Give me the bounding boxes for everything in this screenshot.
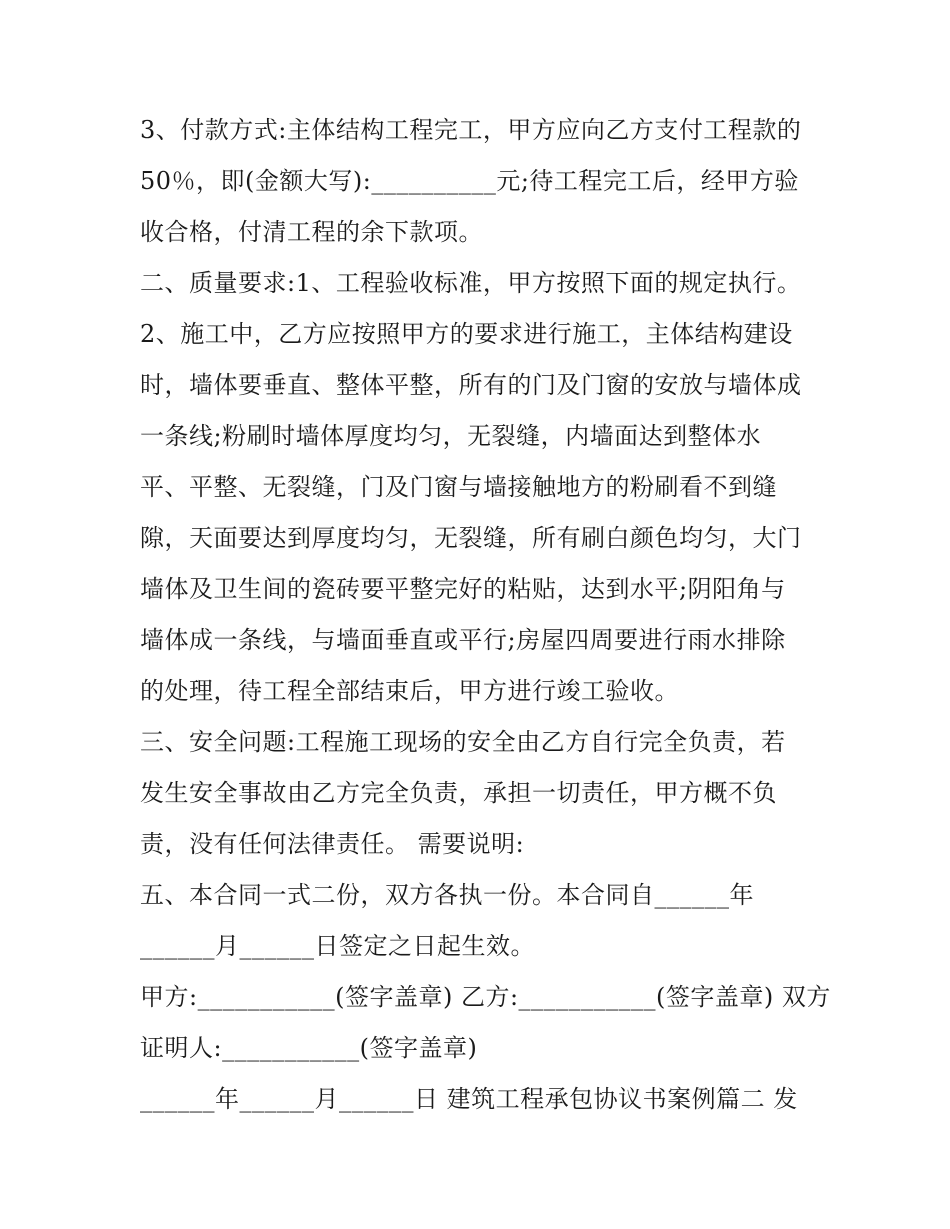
text-line: 证明人:___________(签字盖章) <box>140 1034 478 1062</box>
text-line: 责，没有任何法律责任。 需要说明: <box>140 830 525 858</box>
text-line: 的处理，待工程全部结束后，甲方进行竣工验收。 <box>140 677 679 705</box>
text-line: 平、平整、无裂缝，门及门窗与墙接触地方的粉刷看不到缝 <box>140 473 777 501</box>
text-line: 收合格，付清工程的余下款项。 <box>140 218 483 246</box>
text-line: 墙体及卫生间的瓷砖要平整完好的粘贴，达到水平;阴阳角与 <box>140 575 786 603</box>
text-line: 墙体成一条线，与墙面垂直或平行;房屋四周要进行雨水排除 <box>140 626 786 654</box>
text-line: 二、质量要求:1、工程验收标准，甲方按照下面的规定执行。 <box>140 269 802 297</box>
text-line: ______月______日签定之日起生效。 <box>140 932 535 960</box>
text-line: 发生安全事故由乙方完全负责，承担一切责任，甲方概不负 <box>140 779 777 807</box>
text-line: 五、本合同一式二份，双方各执一份。本合同自______年 <box>140 881 754 909</box>
text-line: 2、施工中，乙方应按照甲方的要求进行施工，主体结构建设 <box>140 320 793 348</box>
text-line: 一条线;粉刷时墙体厚度均匀，无裂缝，内墙面达到整体水 <box>140 422 762 450</box>
text-line: 甲方:___________(签字盖章) 乙方:___________(签字盖章) 双方 <box>140 983 831 1011</box>
text-line: 3、付款方式:主体结构工程完工，甲方应向乙方支付工程款的 <box>140 116 802 144</box>
text-line: 三、安全问题:工程施工现场的安全由乙方自行完全负责，若 <box>140 728 786 756</box>
text-line: 50％，即(金额大写):__________元;待工程完工后，经甲方验 <box>140 167 799 195</box>
text-line: 隙，天面要达到厚度均匀，无裂缝，所有刷白颜色均匀，大门 <box>140 524 802 552</box>
text-line: 时，墙体要垂直、整体平整，所有的门及门窗的安放与墙体成 <box>140 371 802 399</box>
text-line: ______年______月______日 建筑工程承包协议书案例篇二 发 <box>140 1085 798 1113</box>
document-page <box>140 105 830 1125</box>
